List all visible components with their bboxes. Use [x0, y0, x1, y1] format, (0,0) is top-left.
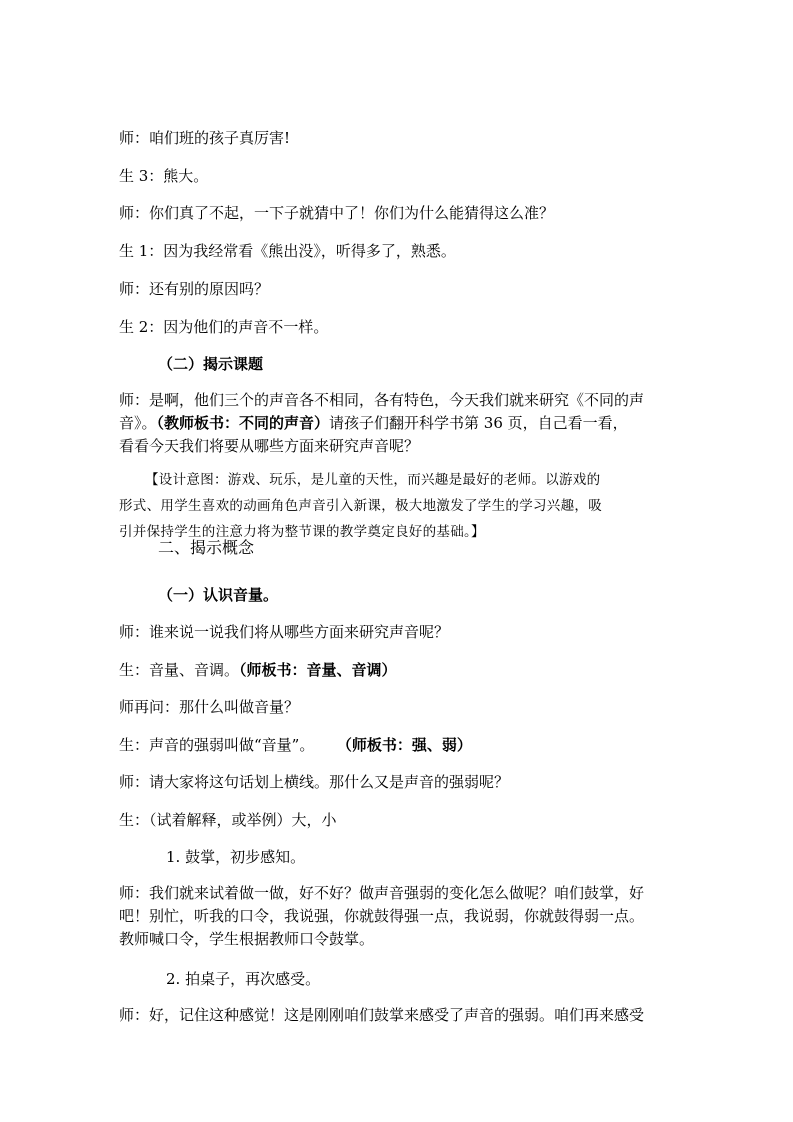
section-heading: （二）揭示课题	[158, 355, 264, 373]
subsection-heading: （一）认识音量。	[158, 586, 279, 604]
text-span: 请孩子们翻开科学书第 36 页，自己看一看，	[329, 414, 628, 432]
dialogue-line: 师：你们真了不起，一下子就猜中了！你们为什么能猜得这么准？	[119, 204, 555, 222]
dialogue-line: 师再问：那什么叫做音量？	[119, 698, 300, 716]
design-row: 引并保持学生的注意力将为整节课的教学奠定良好的基础。】	[119, 524, 485, 540]
dialogue-line	[119, 660, 397, 680]
dialogue-line: 生：（试着解释，或举例）大，小	[119, 811, 337, 829]
text-span: 生：音量、音调。	[119, 661, 240, 679]
paragraph-row: 看看今天我们将要从哪些方面来研究声音呢？	[119, 437, 420, 455]
dialogue-line: 师：请大家将这句话划上横线。那什么又是声音的强弱呢？	[119, 773, 510, 791]
dialogue-line: 师：咱们班的孩子真厉害!	[119, 129, 291, 147]
board-note: （教师板书：不同的声音）	[156, 414, 330, 432]
dialogue-paragraph	[119, 1004, 679, 1027]
paragraph-row: 师：我们就来试着做一做，好不好？做声音强弱的变化怎么做呢？咱们鼓掌，好	[119, 884, 645, 902]
paragraph-row: 师：好，记住这种感觉！这是刚刚咱们鼓掌来感受了声音的强弱。咱们再来感受	[119, 1006, 645, 1024]
paragraph-row: 吧！别忙，听我的口令，我说强，你就鼓得强一点，我说弱，你就鼓得弱一点。	[119, 907, 645, 925]
dialogue-paragraph	[119, 882, 679, 951]
design-row: 【设计意图：游戏、玩乐，是儿童的天性，而兴趣是最好的老师。以游戏的	[145, 472, 601, 488]
board-note: （师板书：强、弱）	[344, 736, 472, 754]
board-note: （师板书：音量、音调）	[239, 661, 397, 679]
dialogue-line: 师：还有别的原因吗？	[119, 280, 270, 298]
dialogue-line: 师：谁来说一说我们将从哪些方面来研究声音呢？	[119, 623, 450, 641]
text-span: 生：声音的强弱叫做“音量”。	[119, 736, 315, 754]
dialogue-line: 生 3：熊大。	[119, 167, 209, 185]
section-heading: 二、揭示概念	[158, 538, 255, 557]
numbered-step: 1. 鼓掌，初步感知。	[166, 848, 306, 866]
paragraph-row: 师：是啊，他们三个的声音各不相同，各有特色，今天我们就来研究《不同的声	[119, 391, 645, 409]
design-intent-note	[119, 467, 685, 545]
design-row: 形式、用学生喜欢的动画角色声音引入新课，极大地激发了学生的学习兴趣，吸	[119, 498, 602, 514]
paragraph-row: 教师喊口令，学生根据教师口令鼓掌。	[119, 930, 375, 948]
text-span: 音》。	[119, 414, 157, 432]
dialogue-paragraph	[119, 389, 679, 458]
dialogue-line: 生 1：因为我经常看《熊出没》，听得多了，熟悉。	[119, 242, 456, 260]
numbered-step: 2. 拍桌子，再次感受。	[166, 970, 321, 988]
dialogue-line	[119, 735, 472, 755]
dialogue-line: 生 2：因为他们的声音不一样。	[119, 318, 329, 336]
paragraph-row	[119, 412, 679, 435]
